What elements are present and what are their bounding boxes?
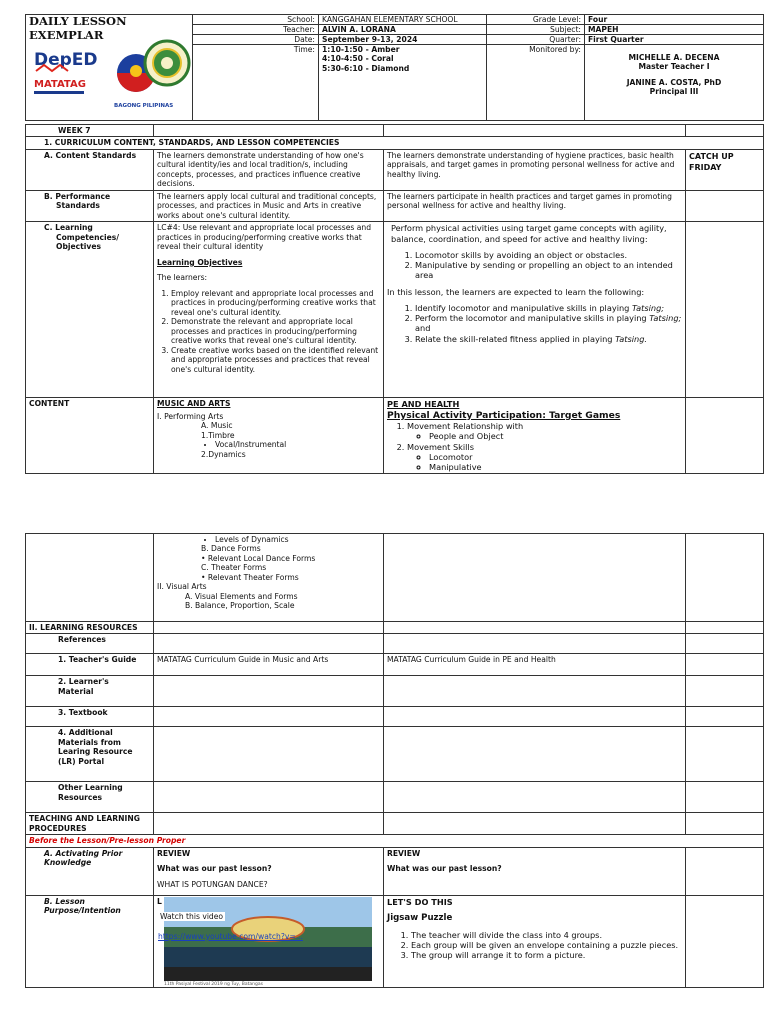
deped-logo (30, 41, 100, 111)
monitored-value (585, 45, 764, 121)
review-ma (154, 847, 384, 895)
review-heading-pe: REVIEW (387, 848, 421, 858)
svg-text:MATATAG: MATATAG (34, 79, 86, 90)
lesson-purpose-pe (384, 895, 686, 987)
lets-do-this-heading: LET'S DO THIS (387, 896, 453, 907)
quarter-label: Quarter: (487, 35, 585, 45)
date-label: Date: (193, 35, 319, 45)
subject-value: MAPEH (585, 25, 764, 35)
pe-expect-text: In this lesson, the learners are expected to learn the following: (387, 286, 645, 297)
ma-theater-forms: C. Theater Forms (201, 563, 267, 573)
list-item: 3. The group will arrange it to form a picture. (411, 950, 682, 960)
ma-relevant-dance: • Relevant Local Dance Forms (201, 553, 316, 563)
time-label: Time: (193, 45, 319, 121)
list-item: 1. Employ relevant and appropriate local processes and practices in producing/performing creative works that reveal one's cultural identity. (171, 289, 380, 317)
quarter-value: First Quarter (585, 35, 764, 45)
list-item: 2. Manipulative by sending or propelling an object to an intended area (415, 260, 682, 281)
pe-c1-sublist (407, 431, 682, 441)
pe-content-list (387, 421, 682, 472)
performance-standards-label-line2: Standards (56, 201, 100, 211)
ma-dance-forms: B. Dance Forms (201, 544, 261, 554)
header-table (25, 14, 764, 121)
jigsaw-title: Jigsaw Puzzle (387, 913, 453, 924)
music-arts-heading: MUSIC AND ARTS (157, 399, 231, 409)
potungan-question: WHAT IS POTUNGAN DANCE? (157, 879, 268, 889)
performance-standards-ma: The learners apply local cultural and traditional concepts, processes, and practices in Music and Arts in creative works about one's cultural identity. (154, 190, 384, 221)
learning-resources-label: II. LEARNING RESOURCES (26, 622, 154, 634)
references-label: References (26, 634, 154, 654)
logo-cell (26, 15, 193, 121)
pe-obj3-italic: Tatsing. (615, 333, 647, 344)
pe-c2-sublist (407, 452, 682, 473)
pe-obj1-text: Identify locomotor and manipulative skills in playing (415, 302, 630, 313)
review-heading-ma: REVIEW (157, 848, 191, 858)
monitor-name-2: JANINE A. COSTA, PhD (626, 77, 722, 87)
lm-line1: 2. Learner's (58, 677, 109, 687)
lm-line2: Material (58, 686, 94, 696)
learning-objectives-title: Learning Objectives (157, 257, 243, 267)
lesson-table-page2 (25, 533, 764, 988)
list-item: • Levels of Dynamics (215, 535, 380, 544)
activating-knowledge-label: A. Activating Prior Knowledge (26, 847, 154, 895)
grade-label: Grade Level: (487, 15, 585, 25)
lc-pe-list (387, 250, 682, 281)
school-value: KANGGAHAN ELEMENTARY SCHOOL (319, 15, 487, 25)
teachers-guide-pe: MATATAG Curriculum Guide in PE and Health (384, 654, 686, 676)
list-item (415, 313, 682, 334)
date-value: September 9-13, 2024 (319, 35, 487, 45)
week-label: WEEK 7 (26, 125, 154, 137)
ma-music: A. Music (201, 421, 233, 431)
section-heading-1: 1. CURRICULUM CONTENT, STANDARDS, AND LESSON COMPETENCIES (26, 137, 764, 149)
learning-competencies-pe (384, 222, 686, 398)
lc-pe-text: Perform physical activities using target game concepts with agility, balance, coordination, and speed for active and healthy living: (391, 223, 667, 244)
time-coral: 4:10-4:50 - Coral (322, 54, 394, 64)
learning-competencies-label (26, 222, 154, 398)
list-item: 3. Create creative works based on the identified relevant and appropriate processes and practices that reveal one's cultural identity. (171, 346, 380, 374)
past-lesson-question-pe: What was our past lesson? (387, 864, 502, 874)
list-item: 1. Locomotor skills by avoiding an object or obstacles. (415, 250, 682, 260)
video-caption: 11th Pasiyal Festival 2019 ng Tuy, Batangas (164, 981, 263, 987)
video-link-overlay[interactable]: https://www.youtube.com/watch?v=... (158, 931, 303, 941)
pe-obj2-end: and (415, 323, 431, 334)
lc-label-line2: Competencies/ (56, 232, 120, 242)
monitored-label: Monitored by: (487, 45, 585, 121)
pe-health-heading: PE AND HEALTH (387, 399, 460, 410)
teachers-guide-label: 1. Teacher's Guide (26, 654, 154, 676)
teacher-value: ALVIN A. LORANA (319, 25, 487, 35)
monitor-role-2: Principal III (649, 86, 699, 96)
jigsaw-steps (387, 930, 682, 961)
lc-label-line1: C. Learning (44, 223, 93, 233)
ma-visual-arts: II. Visual Arts (157, 582, 207, 592)
time-diamond: 5:30-6:10 - Diamond (322, 63, 410, 73)
ma-dynamics: 2.Dynamics (201, 449, 246, 459)
content-standards-pe: The learners demonstrate understanding of hygiene practices, basic health appraisals, and target games in promoting personal wellness for active and healthy living. (384, 149, 686, 190)
list-item (415, 334, 682, 344)
ma-performing-arts: I. Performing Arts (157, 411, 224, 421)
learning-competencies-ma (154, 222, 384, 398)
lesson-purpose-ma (154, 895, 384, 987)
content-ma-continued (154, 534, 384, 622)
additional-materials-label: 4. Additional Materials from Learing Resource (LR) Portal (26, 727, 154, 782)
procedures-label: TEACHING AND LEARNING PROCEDURES (26, 813, 154, 835)
school-seal-logo (143, 39, 191, 87)
content-standards-ma: The learners demonstrate understanding of how one's cultural identity/ies and local tradition/s, including concepts, processes, and practices influence creative decisions. (154, 149, 384, 190)
content-ma (154, 398, 384, 474)
subject-label: Subject: (487, 25, 585, 35)
performance-standards-pe: The learners participate in health practices and target games in promoting personal wellness for active and healthy living. (384, 190, 686, 221)
other-resources-label: Other Learning Resources (26, 782, 154, 813)
list-item: 1. The teacher will divide the class into 4 groups. (411, 930, 682, 940)
performance-standards-label-line1: B. Performance (44, 191, 111, 201)
pe-activity-subheading: Physical Activity Participation: Target Games (387, 409, 621, 421)
lesson-table-page1 (25, 124, 764, 474)
pe-obj3-text: Relate the skill-related fitness applied in playing (415, 333, 613, 344)
pe-obj2-italic: Tatsing; (649, 313, 682, 324)
learners-intro: The learners: (157, 273, 208, 283)
grade-value: Four (585, 15, 764, 25)
levels-list (157, 535, 380, 544)
list-item: ◦ People and Object (429, 431, 682, 441)
ma-timbre: 1.Timbre (201, 430, 235, 440)
video-watch-label: Watch this video (160, 911, 224, 921)
monitor-name-1: MICHELLE A. DECENA (628, 53, 720, 63)
pe-obj1-italic: Tatsing; (631, 302, 665, 313)
content-standards-label: A. Content Standards (26, 149, 154, 190)
teachers-guide-ma: MATATAG Curriculum Guide in Music and Arts (154, 654, 384, 676)
learners-material-label (26, 676, 154, 707)
list-item: ◦ Locomotor (429, 452, 682, 462)
monitor-role-1: Master Teacher I (638, 62, 710, 72)
ma-visual-elements: A. Visual Elements and Forms (185, 591, 298, 601)
list-item (415, 303, 682, 313)
school-label: School: (193, 15, 319, 25)
catch-up-friday: CATCH UP FRIDAY (686, 149, 764, 190)
time-value (319, 45, 487, 121)
past-lesson-question-ma: What was our past lesson? (157, 864, 272, 874)
list-item: • Vocal/Instrumental (215, 440, 380, 449)
list-item: 2. Demonstrate the relevant and appropriate local processes and practices in producing/performing creative works that reveal one's cultural identity. (171, 317, 380, 345)
lc-ma-text: LC#4: Use relevant and appropriate local processes and practices in producing/performing creative works that reveal their cultural identity (157, 223, 372, 252)
pe-c1-text: Movement Relationship with (407, 421, 524, 432)
performance-standards-label (26, 190, 154, 221)
lesson-purpose-label: B. Lesson Purpose/Intention (26, 895, 154, 987)
before-lesson-heading: Before the Lesson/Pre-lesson Proper (26, 835, 764, 847)
pe-c2-text: Movement Skills (407, 441, 474, 452)
ma-purpose-heading: L (157, 896, 162, 906)
content-label: CONTENT (26, 398, 154, 474)
list-item (407, 421, 682, 442)
textbook-label: 3. Textbook (26, 707, 154, 727)
svg-text:BAGONG PILIPINAS: BAGONG PILIPINAS (114, 103, 174, 109)
ma-balance: B. Balance, Proportion, Scale (185, 601, 295, 611)
list-item (407, 442, 682, 473)
pe-objectives-list (387, 303, 682, 344)
content-pe (384, 398, 686, 474)
review-pe (384, 847, 686, 895)
learning-objectives-list (157, 289, 380, 374)
page-title: DAILY LESSON EXEMPLAR (29, 14, 127, 42)
lc-label-line3: Objectives (56, 242, 101, 252)
ma-vocal-list (157, 440, 380, 449)
ma-relevant-theater: • Relevant Theater Forms (201, 572, 299, 582)
pe-obj2-text: Perform the locomotor and manipulative skills in playing (415, 313, 647, 324)
svg-text:DepED: DepED (34, 50, 98, 70)
time-amber: 1:10-1:50 - Amber (322, 45, 400, 55)
list-item: 2. Each group will be given an envelope containing a puzzle pieces. (411, 940, 682, 950)
teacher-label: Teacher: (193, 25, 319, 35)
list-item: ◦ Manipulative (429, 462, 682, 472)
